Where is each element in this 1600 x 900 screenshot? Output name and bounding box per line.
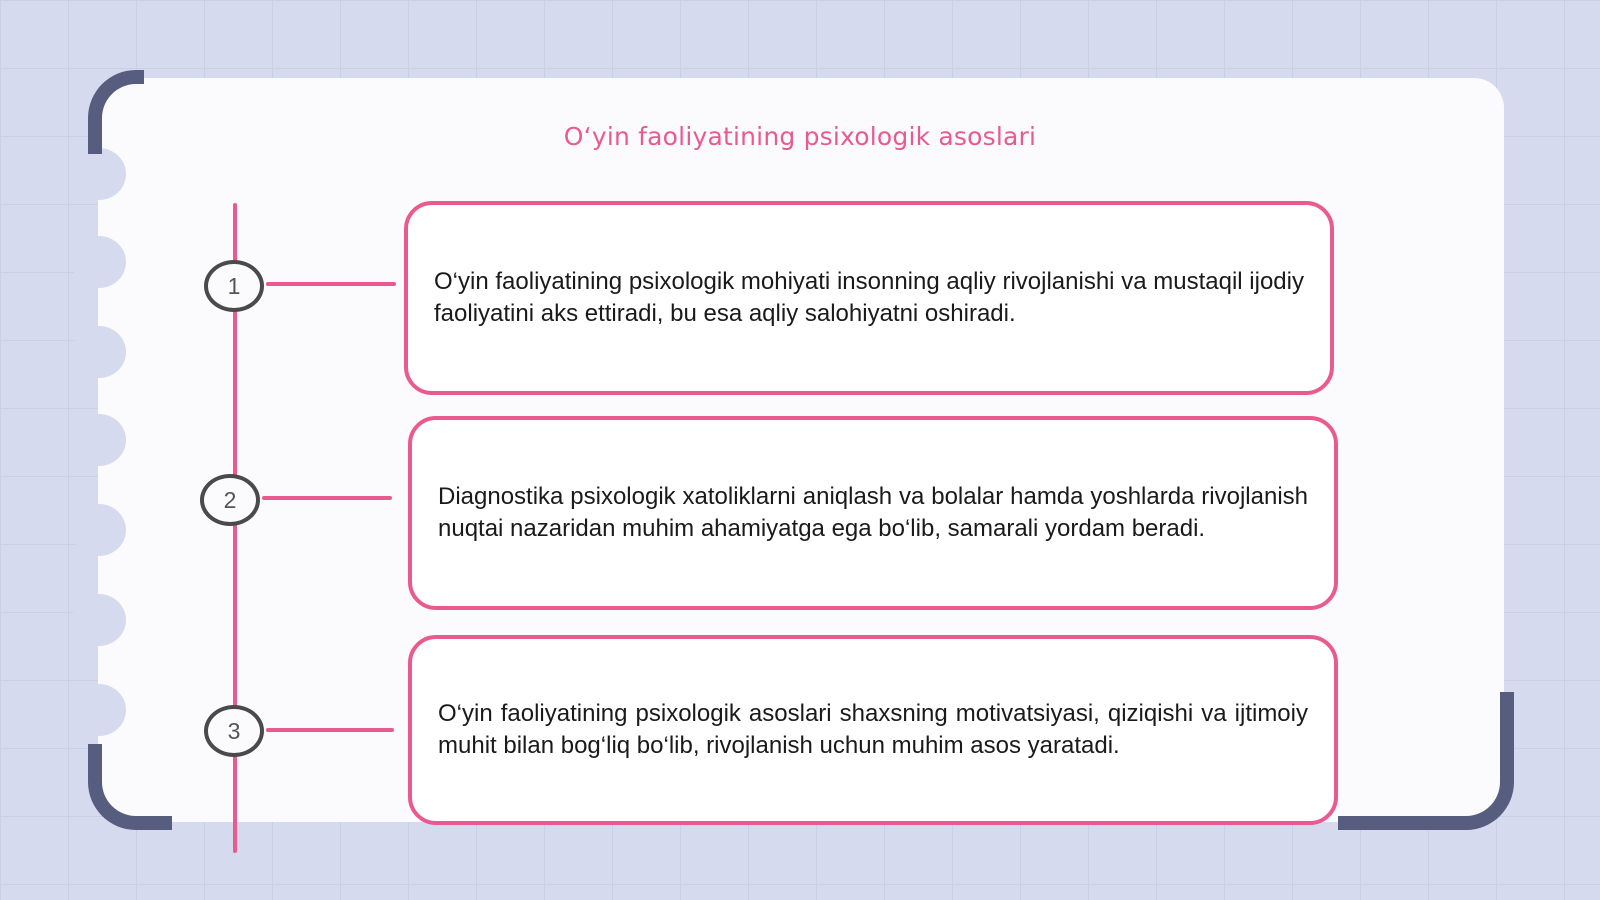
content-text-2: Diagnostika psixologik xatoliklarni aniqlash va bolalar hamda yoshlarda rivojlanish nuqtai nazaridan muhim ahamiyatga ega bo‘lib, samarali yordam beradi. <box>438 483 1308 542</box>
frame-corner-bottom-right <box>1338 692 1514 830</box>
card-edge-scallop <box>72 594 126 646</box>
step-number-3: 3 <box>204 705 264 757</box>
card-edge-scallop <box>72 504 126 556</box>
step-number-2: 2 <box>200 474 260 526</box>
content-box-3 <box>408 635 1338 825</box>
card-edge-scallop <box>72 148 126 200</box>
frame-corner-bottom-left <box>88 744 172 830</box>
content-box-2 <box>408 416 1338 610</box>
connector-line-3 <box>266 728 394 732</box>
card-edge-scallop <box>72 684 126 736</box>
card-edge-scallop <box>72 326 126 378</box>
connector-line-2 <box>262 496 392 500</box>
content-text-3: O‘yin faoliyatining psixologik asoslari shaxsning motivatsiyasi, qiziqishi va ijtimoiy muhit bilan bog‘liq bo‘lib, rivojlanish uchun muhim asos yaratadi. <box>438 700 1308 759</box>
content-text-1: O‘yin faoliyatining psixologik mohiyati insonning aqliy rivojlanishi va mustaqil ijodiy faoliyatini aks ettiradi, bu esa aqliy salohiyatni oshiradi. <box>434 268 1304 327</box>
connector-line-1 <box>266 282 396 286</box>
card-edge-scallop <box>72 414 126 466</box>
card-edge-scallop <box>72 236 126 288</box>
step-number-1: 1 <box>204 260 264 312</box>
frame-corner-top-left <box>88 70 144 154</box>
slide-title: O‘yin faoliyatining psixologik asoslari <box>563 122 1037 151</box>
content-box-1 <box>404 201 1334 395</box>
